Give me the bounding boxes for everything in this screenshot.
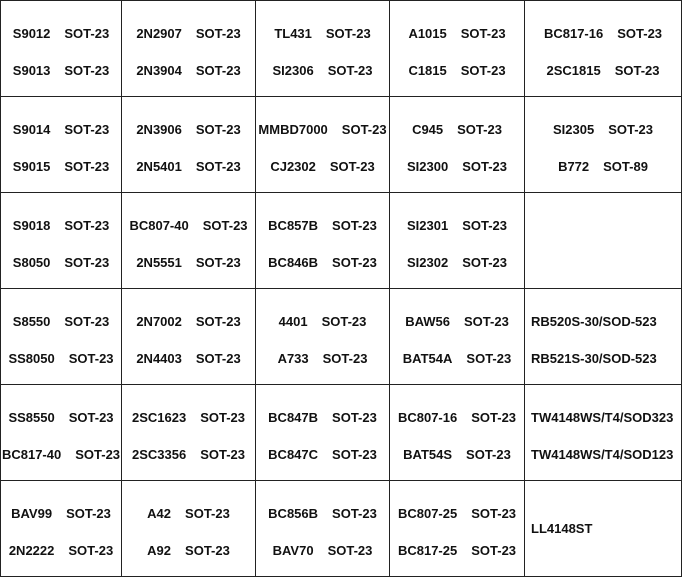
part-number: 2N5551 [136,255,182,270]
cell-line [1,255,121,271]
cell-line [390,543,524,559]
cell-line [1,506,121,522]
part-number: S8050 [12,255,51,270]
package-type: SOT-23 [325,26,371,41]
part-number: C945 [412,122,444,137]
cell-line [390,447,524,463]
part-number: BC847B [268,410,319,425]
part-number: S9015 [12,159,51,174]
table-cell [122,193,256,289]
table-row [1,193,682,289]
part-number: SI2306 [272,63,314,78]
package-type: SOT-23 [462,218,507,233]
cell-line [122,410,255,426]
table-cell [122,289,256,385]
table-row [1,97,682,193]
part-package-text: TW4148WS/T4/SOD323 [531,410,674,425]
table-cell [390,97,525,193]
part-number: A1015 [408,26,447,41]
part-number: 2N3906 [136,122,182,137]
cell-line [525,122,681,138]
cell-line [1,218,121,234]
package-type: SOT-23 [327,543,373,558]
cell-line [1,351,121,367]
cell-line [390,410,524,426]
table-row [1,1,682,97]
cell-line [525,159,681,175]
part-number: BC817-40 [1,447,62,462]
part-number: SS8550 [8,410,55,425]
package-type: SOT-23 [202,218,248,233]
table-cell [1,1,122,97]
part-number: BAT54A [402,351,453,366]
cell-line [256,63,389,79]
table-cell [122,97,256,193]
package-type: SOT-23 [457,122,502,137]
cell-line [525,410,681,426]
package-type: SOT-23 [66,506,111,521]
part-number: BAT54S [403,447,453,462]
package-type: SOT-23 [617,26,663,41]
package-type: SOT-23 [462,255,507,270]
part-package-text: RB520S-30/SOD-523 [531,314,657,329]
package-type: SOT-23 [64,218,110,233]
table-cell [525,289,682,385]
cell-line [256,410,389,426]
part-number: SI2301 [407,218,449,233]
cell-line [1,63,121,79]
package-type: SOT-23 [321,314,367,329]
table-cell [390,1,525,97]
package-type: SOT-89 [603,159,648,174]
part-number: BAW56 [405,314,450,329]
part-number: BC807-16 [397,410,458,425]
cell-line [256,506,389,522]
part-number: BC847C [268,447,319,462]
package-type: SOT-23 [64,314,110,329]
cell-line [122,255,255,271]
table-cell [256,385,390,481]
package-type: SOT-23 [332,506,377,521]
part-number: 2N3904 [136,63,182,78]
cell-line [390,314,524,330]
cell-line [122,351,255,367]
package-type: SOT-23 [332,447,377,462]
package-type: SOT-23 [64,255,110,270]
cell-line [256,26,389,42]
part-number: BAV70 [272,543,314,558]
package-type: SOT-23 [68,543,114,558]
part-number: 2N7002 [136,314,182,329]
cell-line [256,255,389,271]
table-cell [256,97,390,193]
package-type: SOT-23 [195,26,241,41]
part-number: S9018 [12,218,51,233]
part-number: 4401 [278,314,308,329]
package-type: SOT-23 [195,159,241,174]
part-package-text: RB521S-30/SOD-523 [531,351,657,366]
cell-line [122,447,255,463]
part-number: A92 [147,543,172,558]
part-number: 2SC1815 [546,63,601,78]
cell-line [1,314,121,330]
table-cell [256,193,390,289]
part-number: BC846B [268,255,319,270]
table-cell [1,97,122,193]
part-number: C1815 [408,63,447,78]
part-number: BC807-25 [397,506,458,521]
cell-line [525,447,681,463]
table-cell [525,97,682,193]
part-number: 2N2907 [136,26,182,41]
table-cell [525,481,682,577]
table-cell [1,385,122,481]
table-cell [1,481,122,577]
part-number: S9012 [12,26,51,41]
table-cell [256,1,390,97]
table-cell [1,289,122,385]
package-type: SOT-23 [332,255,377,270]
cell-line [1,26,121,42]
table-cell [525,385,682,481]
part-number: BC807-40 [129,218,189,233]
cell-line [122,218,255,234]
package-type: SOT-23 [332,410,377,425]
cell-line [525,351,681,367]
part-number: 2SC1623 [131,410,187,425]
table-row [1,481,682,577]
cell-line [122,314,255,330]
cell-line [390,159,524,175]
package-type: SOT-23 [471,543,517,558]
package-type: SOT-23 [68,351,114,366]
package-type: SOT-23 [64,63,110,78]
cell-line [390,63,524,79]
cell-line [525,63,681,79]
table-cell [122,385,256,481]
package-type: SOT-23 [327,63,373,78]
cell-line [122,159,255,175]
cell-line [256,159,389,175]
cell-line [256,314,389,330]
cell-line [525,26,681,42]
package-type: SOT-23 [195,255,241,270]
part-number: S9014 [12,122,51,137]
part-number: MMBD7000 [258,122,328,137]
package-type: SOT-23 [195,63,241,78]
cell-line [390,122,524,138]
cell-line [256,543,389,559]
part-number: CJ2302 [270,159,316,174]
package-type: SOT-23 [460,63,506,78]
package-type: SOT-23 [200,447,245,462]
cell-line [1,543,121,559]
part-number: S8550 [12,314,51,329]
cell-line [256,122,389,138]
package-type: SOT-23 [329,159,375,174]
table-cell [525,1,682,97]
table-cell [256,289,390,385]
table-row [1,385,682,481]
table-cell [390,289,525,385]
cell-line [390,218,524,234]
cell-line [390,351,524,367]
cell-line [122,26,255,42]
part-number: 2N4403 [136,351,182,366]
table-cell [390,385,525,481]
package-type: SOT-23 [64,159,110,174]
part-number: SI2305 [553,122,595,137]
cell-line [390,506,524,522]
package-type: SOT-23 [185,543,230,558]
package-type: SOT-23 [64,26,110,41]
package-type: SOT-23 [471,410,517,425]
part-number: 2SC3356 [131,447,187,462]
part-number: BAV99 [11,506,53,521]
package-type: SOT-23 [464,314,509,329]
cell-line [1,410,121,426]
package-type: SOT-23 [195,122,241,137]
part-number: SI2300 [407,159,449,174]
part-number: S9013 [12,63,51,78]
part-number: A733 [277,351,309,366]
package-type: SOT-23 [332,218,377,233]
table-row [1,289,682,385]
cell-line [256,218,389,234]
cell-line [122,543,255,559]
package-type: SOT-23 [75,447,121,462]
package-type: SOT-23 [341,122,387,137]
part-number: A42 [147,506,172,521]
component-table-body [1,1,682,577]
cell-line [256,447,389,463]
cell-line [1,159,121,175]
cell-line [256,351,389,367]
part-number: BC857B [268,218,319,233]
part-number: BC856B [268,506,319,521]
package-type: SOT-23 [614,63,660,78]
part-number: 2N2222 [8,543,55,558]
table-cell [390,193,525,289]
package-type: SOT-23 [195,314,241,329]
cell-line [1,122,121,138]
package-type: SOT-23 [200,410,245,425]
package-type: SOT-23 [471,506,517,521]
package-type: SOT-23 [462,159,507,174]
table-cell [1,193,122,289]
part-number: BC817-25 [397,543,458,558]
cell-line [390,255,524,271]
part-number: 2N5401 [136,159,182,174]
cell-line [122,122,255,138]
package-type: SOT-23 [466,447,511,462]
package-type: SOT-23 [185,506,230,521]
package-type: SOT-23 [195,351,241,366]
package-type: SOT-23 [322,351,368,366]
part-number: SI2302 [407,255,449,270]
table-cell [122,481,256,577]
part-number: B772 [558,159,590,174]
table-cell [256,481,390,577]
cell-line [122,63,255,79]
part-number: SS8050 [8,351,55,366]
package-type: SOT-23 [64,122,110,137]
cell-line [390,26,524,42]
table-cell [525,193,682,289]
package-type: SOT-23 [460,26,506,41]
part-package-text: LL4148ST [531,521,593,536]
part-number: BC817-16 [543,26,604,41]
part-number: TL431 [274,26,312,41]
part-package-text: TW4148WS/T4/SOD123 [531,447,674,462]
package-type: SOT-23 [608,122,653,137]
package-type: SOT-23 [466,351,512,366]
table-cell [122,1,256,97]
cell-line [1,447,121,463]
cell-line [122,506,255,522]
cell-line [525,521,681,537]
cell-line [525,314,681,330]
package-type: SOT-23 [68,410,114,425]
table-cell [390,481,525,577]
